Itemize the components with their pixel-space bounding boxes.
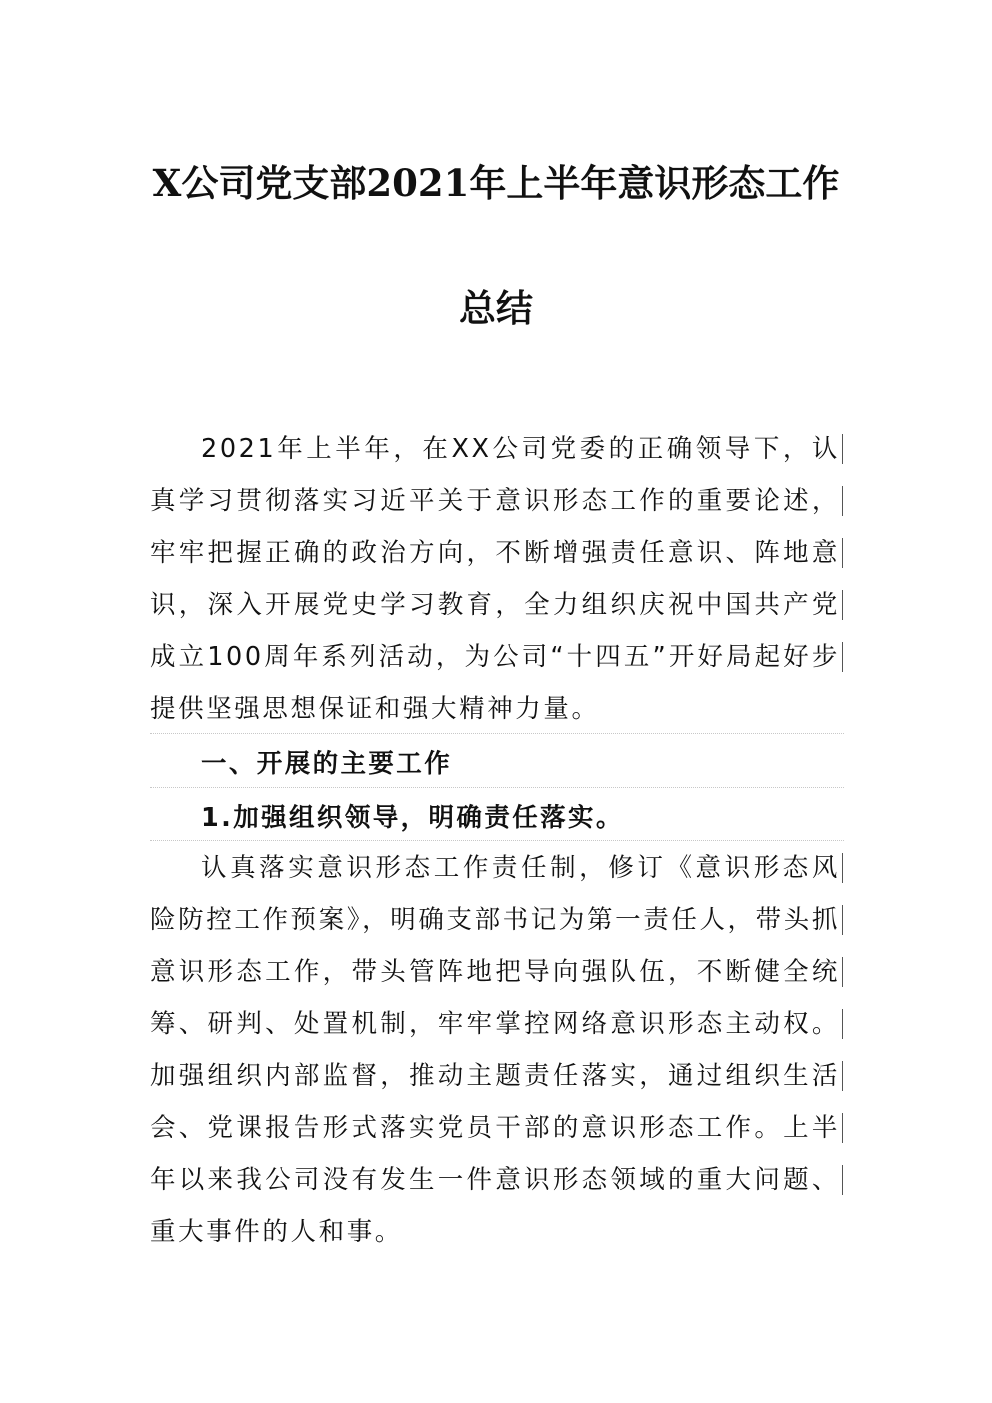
margin-line-marker: [842, 1113, 843, 1143]
subsection-heading: 1.加强组织领导，明确责任落实。: [201, 803, 624, 833]
margin-line-marker: [842, 905, 843, 935]
paragraph-divider: [150, 787, 844, 788]
margin-line-marker: [842, 642, 843, 672]
margin-line-marker: [842, 434, 843, 464]
margin-line-marker: [842, 1165, 843, 1195]
margin-line-marker: [842, 957, 843, 987]
subsection-paragraph: 认真落实意识形态工作责任制，修订《意识形态风险防控工作预案》，明确支部书记为第一责任人，带头抓意识形态工作，带头管阵地把导向强队伍，不断健全统筹、研判、处置机制，牢牢掌控网络意识形态主动权。加强组织内部监督，推动主题责任落实，通过组织生活会、党课报告形式落实党员干部的意识形态工作。上半年以来我公司没有发生一件意识形态领域的重大问题、重大事件的人和事。: [150, 853, 840, 1247]
margin-line-marker: [842, 590, 843, 620]
paragraph-divider: [150, 840, 844, 841]
margin-line-marker: [842, 1009, 843, 1039]
document-title-line-2: 总结: [459, 286, 533, 330]
margin-line-marker: [842, 853, 843, 883]
document-title-line-1: X公司党支部2021年上半年意识形态工作: [152, 161, 840, 205]
paragraph-divider: [150, 733, 844, 734]
margin-line-marker: [842, 538, 843, 568]
intro-paragraph: 2021年上半年，在XX公司党委的正确领导下，认真学习贯彻落实习近平关于意识形态工作的重要论述，牢牢把握正确的政治方向，不断增强责任意识、阵地意识，深入开展党史学习教育，全力组织庆祝中国共产党成立100周年系列活动，为公司“十四五”开好局起好步提供坚强思想保证和强大精神力量。: [150, 434, 840, 724]
margin-line-marker: [842, 486, 843, 516]
margin-line-marker: [842, 1061, 843, 1091]
section-heading: 一、开展的主要工作: [201, 749, 453, 779]
